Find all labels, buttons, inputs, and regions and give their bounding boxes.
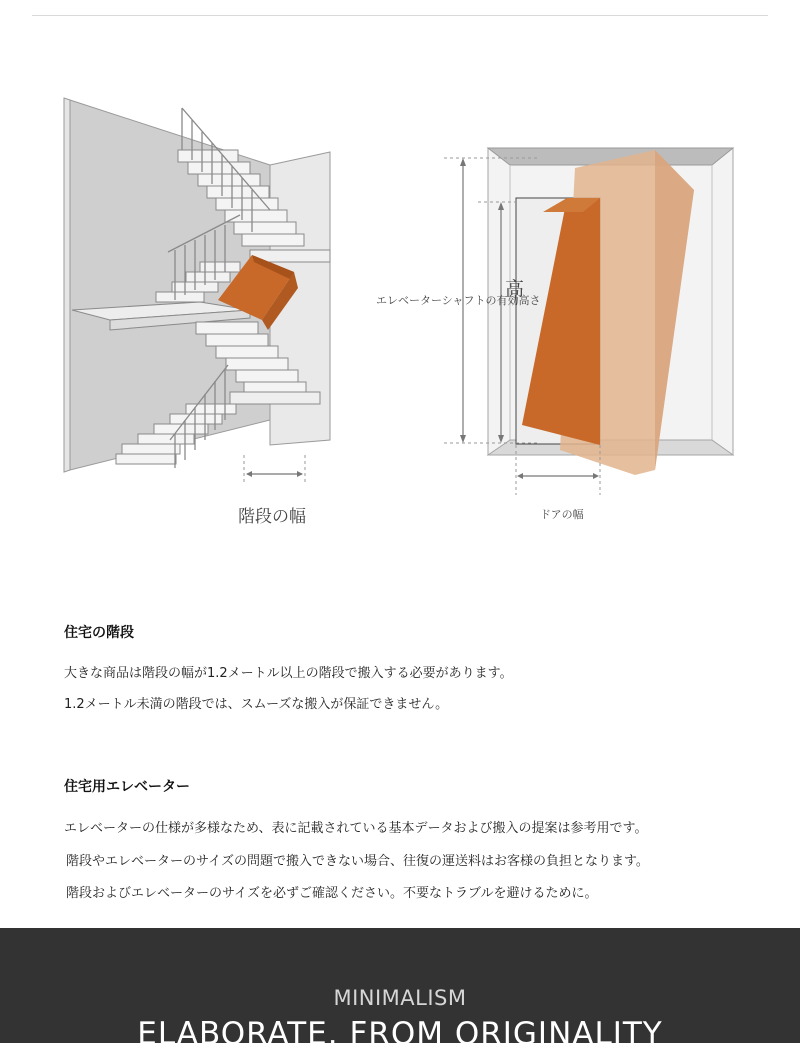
footer-tagline: MINIMALISM (333, 986, 467, 1010)
house-elevator-title: 住宅用エレベーター (64, 779, 190, 795)
house-elevator-line-3: 階段およびエレベーターのサイズを必ずご確認ください。不要なトラブルを避けるために。 (66, 886, 598, 901)
house-stairs-line-1: 大きな商品は階段の幅が1.2メートル以上の階段で搬入する必要があります。 (64, 666, 513, 681)
elevator-illustration (444, 148, 733, 495)
footer-banner (0, 928, 800, 1052)
house-elevator-line-1: エレベーターの仕様が多様なため、表に記載されている基本データおよび搬入の提案は参考用です。 (64, 821, 648, 836)
stairs-width-caption: 階段の幅 (238, 507, 306, 527)
staircase-illustration (64, 98, 330, 485)
shaft-height-caption: エレベーターシャフトの有効高さ (376, 294, 541, 307)
height-label: 高 (505, 278, 525, 300)
house-stairs-line-2: 1.2メートル未満の階段では、スムーズな搬入が保証できません。 (64, 697, 449, 712)
house-elevator-line-2: 階段やエレベーターのサイズの問題で搬入できない場合、往復の運送料はお客様の負担となります。 (66, 854, 649, 869)
house-stairs-title: 住宅の階段 (64, 625, 134, 641)
door-width-caption: ドアの幅 (540, 508, 584, 521)
footer-headline: ELABORATE. FROM ORIGINALITY (137, 1016, 663, 1052)
